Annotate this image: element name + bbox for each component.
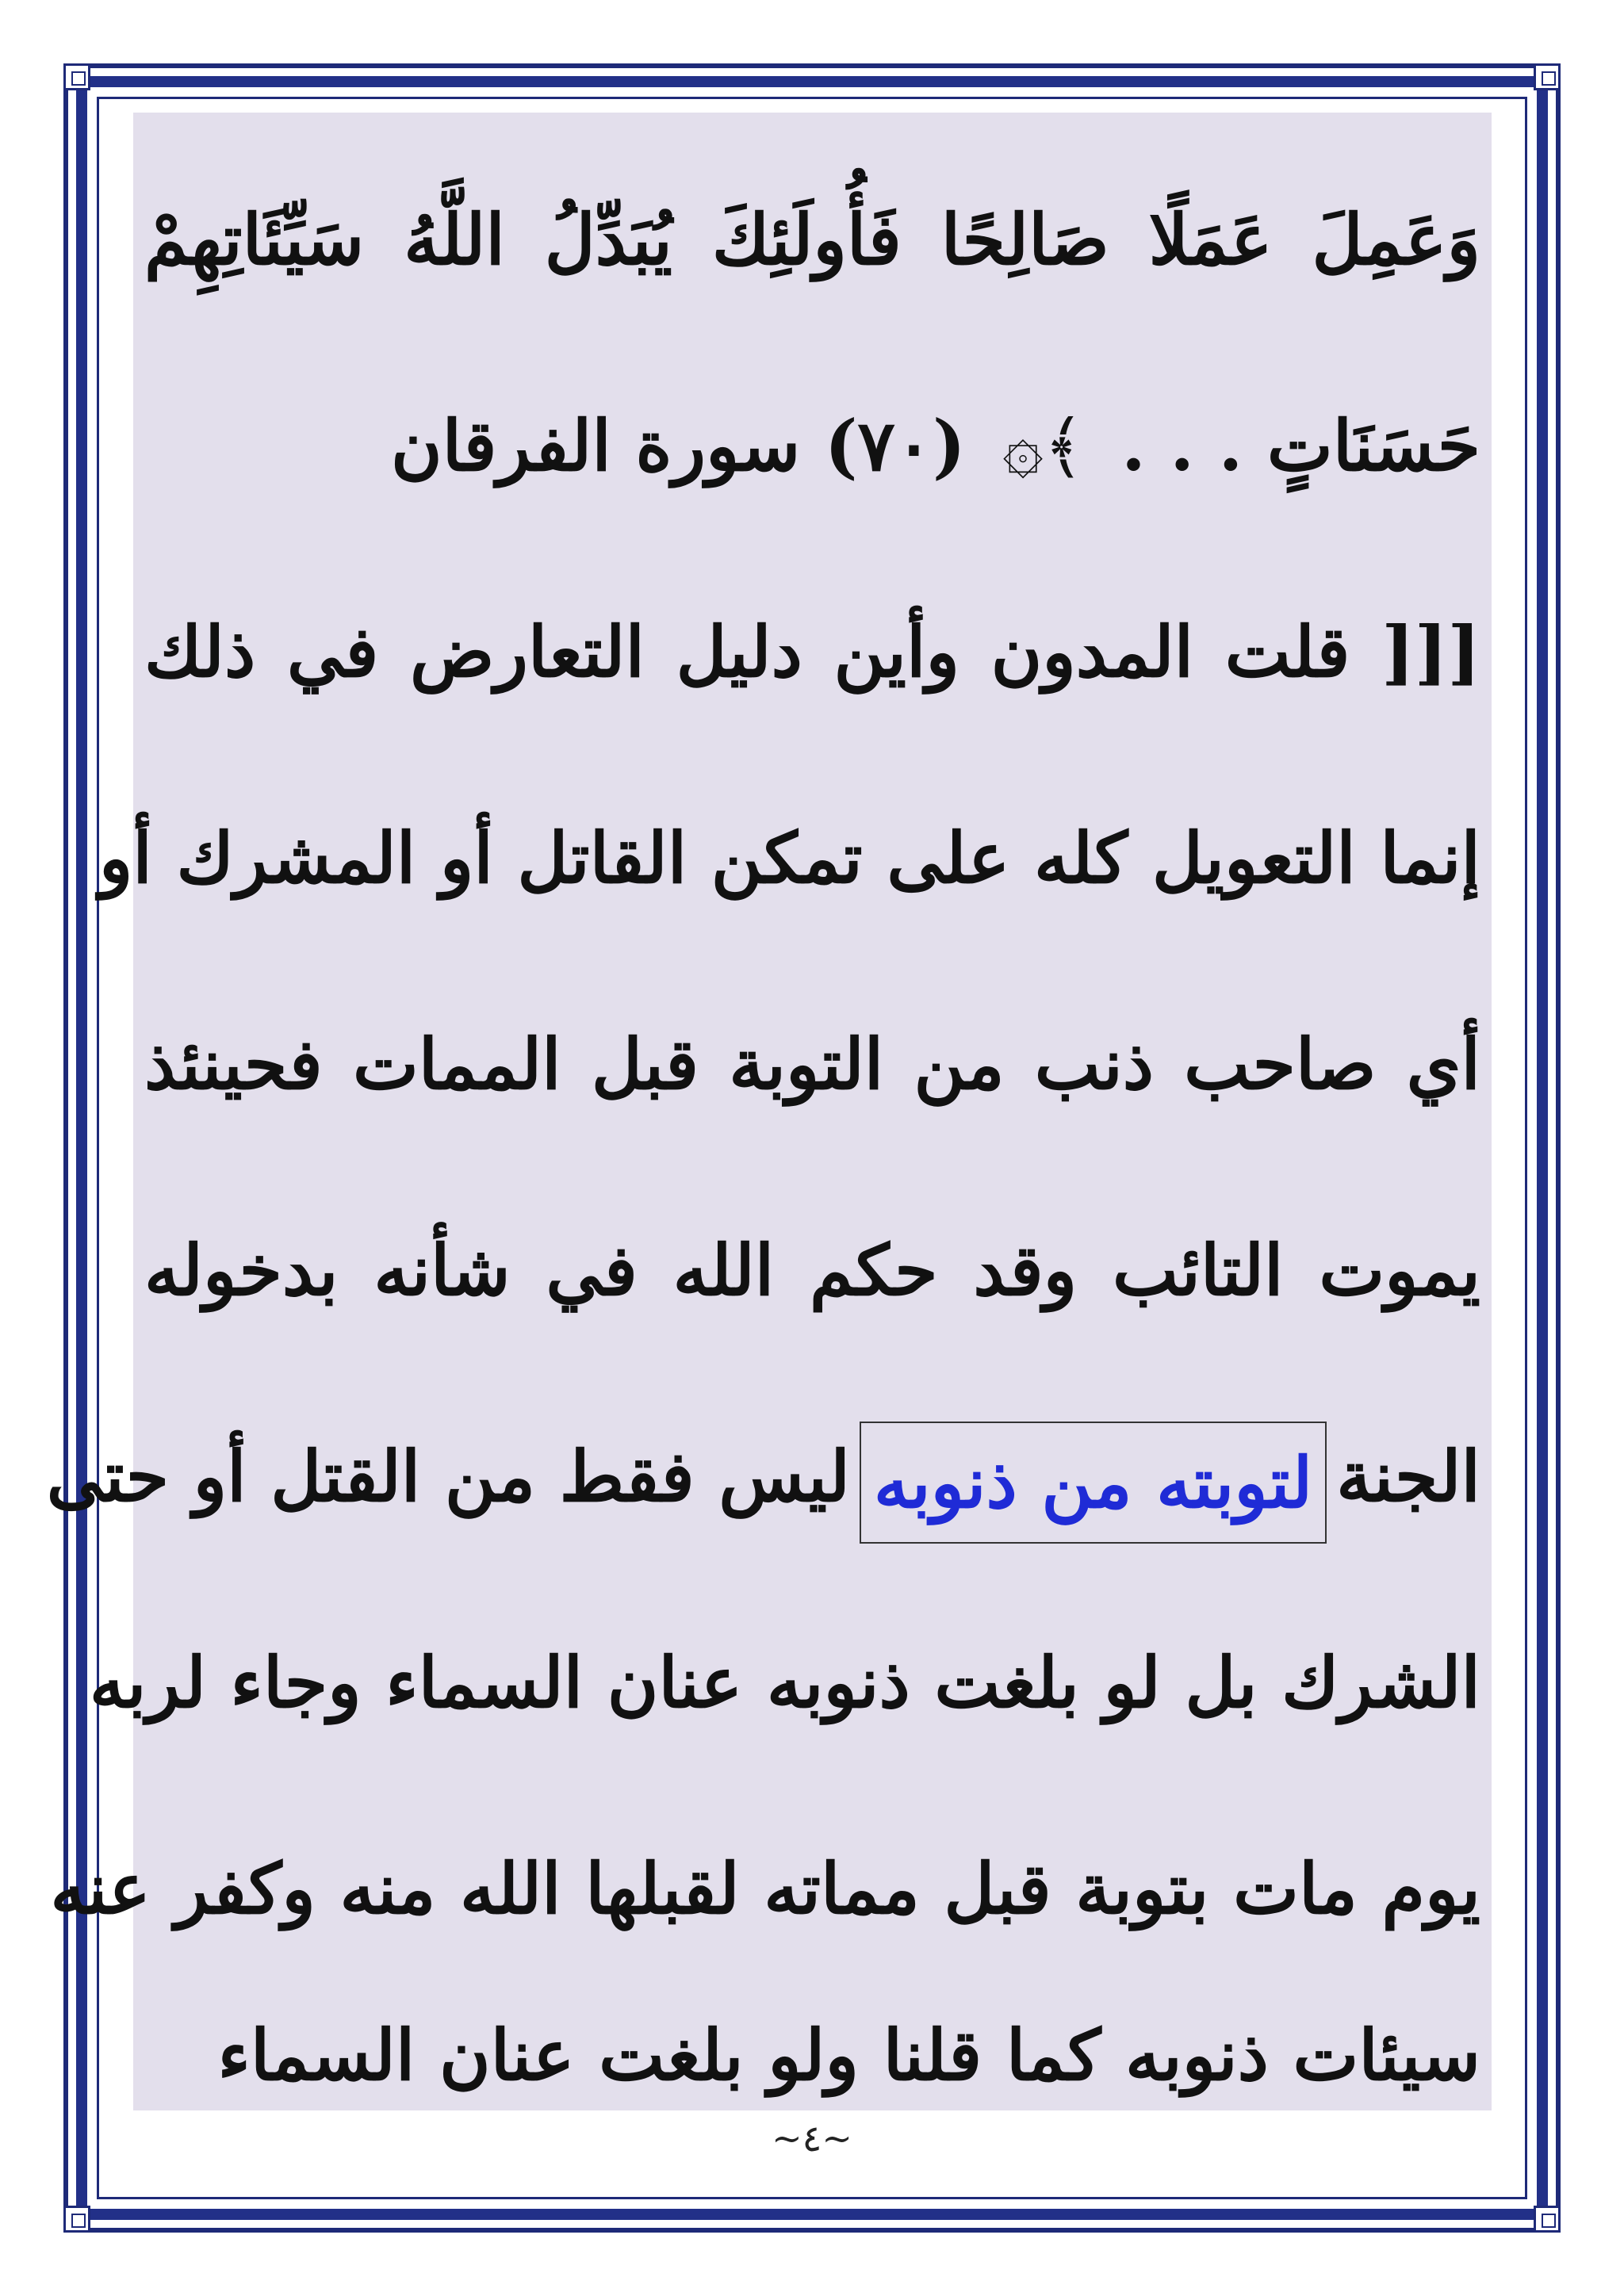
- text-line-10: سيئات ذنوبه كما قلنا ولو بلغت عنان السماء: [217, 2014, 1480, 2096]
- text-line-1: وَعَمِلَ عَمَلًا صَالِحًا فَأُولَئِكَ يُبَدِّلُ اللَّهُ سَيِّئَاتِهِمْ: [144, 198, 1480, 281]
- text-line-5: أي صاحب ذنب من التوبة قبل الممات فحينئذ: [144, 1023, 1480, 1105]
- corner-ornament-bottom-right: [1534, 2206, 1561, 2233]
- corner-ornament-top-left: [63, 63, 90, 90]
- text-line-6: يموت التائب وقد حكم الله في شأنه بدخوله: [144, 1229, 1480, 1311]
- verse-end-text: حَسَنَاتٍ . . .: [1121, 404, 1480, 487]
- text-line-8: الشرك بل لو بلغت ذنوبه عنان السماء وجاء لربه: [89, 1641, 1480, 1724]
- text-line-3: [[[ قلت المدون وأين دليل التعارض في ذلك: [144, 610, 1480, 693]
- corner-ornament-top-right: [1534, 63, 1561, 90]
- text-line-2: [144, 382, 1480, 509]
- text-line-7: الجنةلتوبته من ذنوبهليس فقط من القتل أو حتى: [144, 1413, 1480, 1540]
- text-page: [46, 113, 1492, 2110]
- corner-ornament-bottom-left: [63, 2206, 90, 2233]
- text-line-9: يوم مات بتوبة قبل مماته لقبلها الله منه وكفر عنه: [50, 1847, 1480, 1930]
- verse-ornament-icon: ﴾۞: [1002, 405, 1085, 487]
- page-number: ~٤~: [772, 2117, 852, 2160]
- surah-reference: (٧٠) سورة الفرقان: [390, 404, 966, 487]
- highlighted-phrase: لتوبته من ذنوبه: [860, 1422, 1327, 1544]
- text-line-4: إنما التعويل كله على تمكن القاتل أو المشرك أو: [98, 817, 1480, 899]
